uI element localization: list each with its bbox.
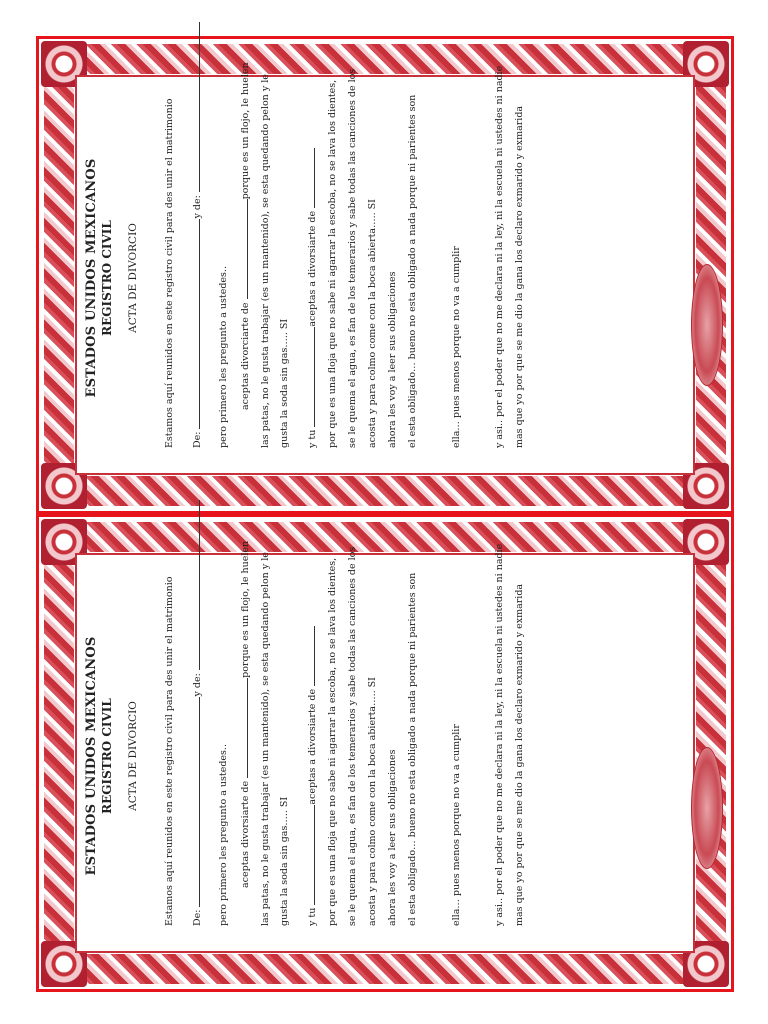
text-line: por que es una floja que no sabe ni agarrar la escoba, no se lava los dientes,: [327, 79, 339, 448]
registry-heading: REGISTRO CIVIL: [100, 698, 115, 814]
text-line: el esta obligado… bueno no esta obligado a nada porque ni parientes son: [406, 572, 418, 926]
name-blank-4: [305, 327, 315, 427]
certificate-body: [164, 540, 526, 926]
text-line: el esta obligado… bueno no esta obligado a nada porque ni parientes son: [406, 94, 418, 448]
accept-text: aceptas divorsiarte de: [239, 780, 251, 888]
name-blank-4: [305, 805, 315, 905]
name-blank-5: [305, 626, 315, 686]
certificate-panel-top: [36, 36, 734, 514]
text-line: pero primero les pregunto a ustedes..: [217, 266, 229, 448]
text-line: [305, 82, 319, 448]
name-blank-3: [238, 199, 248, 299]
name-blank-3: [238, 678, 248, 778]
text-line: ella… pues menos porque no va a cumplir: [450, 246, 462, 448]
text-line: mas que yo por que se me dio la gana los declaro exmarido y exmarida: [514, 583, 526, 926]
name-blank-2: [190, 22, 200, 192]
text-line: y asi.. por el poder que no me declara ni la ley, ni la escuela ni ustedes ni nadie: [494, 65, 506, 448]
text-line: acosta y para colmo come con la boca abierta….. SI: [366, 677, 378, 926]
text-line: [190, 82, 204, 448]
document-title: ACTA DE DIVORCIO: [127, 701, 140, 811]
from-label: De:: [191, 909, 203, 926]
name-blank-1: [190, 697, 200, 907]
reason-text: porque es un flojo, le huelen: [239, 62, 251, 200]
text-line: [305, 560, 319, 926]
text-line: gusta la soda sin gas….. SI: [279, 318, 291, 448]
name-blank-5: [305, 148, 315, 208]
text-line: y asi.. por el poder que no me declara ni la ley, ni la escuela ni ustedes ni nadie: [494, 543, 506, 926]
from-label: De:: [191, 431, 203, 448]
certificate-body: [164, 62, 526, 448]
certificate-panel-bottom: [36, 514, 734, 992]
and-you-text: y tu: [307, 429, 319, 448]
text-line: por que es una floja que no sabe ni agarrar la escoba, no se lava los dientes,: [327, 557, 339, 926]
registry-heading: REGISTRO CIVIL: [100, 220, 115, 336]
text-line: las patas, no le gusta trabajar (es un mantenido), se esta quedando pelon y le: [259, 74, 271, 448]
text-line: [238, 62, 252, 448]
and-you-text: y tu: [307, 907, 319, 926]
certificate-text-top: [78, 62, 698, 478]
and-label: y de:: [191, 195, 203, 219]
accept-text: aceptas divorciarte de: [239, 302, 251, 410]
text-line: ahora les voy a leer sus obligaciones: [386, 271, 398, 448]
text-line: ahora les voy a leer sus obligaciones: [386, 749, 398, 926]
text-line: mas que yo por que se me dio la gana los declaro exmarido y exmarida: [514, 105, 526, 448]
accept-text: aceptas a divorsiarte de: [307, 210, 319, 327]
text-line: Estamos aquí reunidos en este registro civil para des unir el matrimonio: [164, 576, 175, 926]
text-line: ella… pues menos porque no va a cumplir: [450, 724, 462, 926]
country-heading: ESTADOS UNIDOS MEXICANOS: [84, 158, 99, 398]
reason-text: porque es un flojo, le huelen: [239, 540, 251, 678]
text-line: se le quema el agua, es fan de los temerarios y sabe todas las canciones de los: [347, 546, 358, 926]
text-line: [238, 540, 252, 926]
name-blank-2: [190, 500, 200, 670]
text-line: las patas, no le gusta trabajar (es un mantenido), se esta quedando pelon y le: [259, 552, 271, 926]
accept-text: aceptas a divorsiarte de: [307, 688, 319, 805]
text-line: [190, 560, 204, 926]
text-line: acosta y para colmo come con la boca abierta….. SI: [366, 199, 378, 448]
text-line: Estamos aquí reunidos en este registro civil para des unir el matrimonio: [164, 98, 175, 448]
and-label: y de:: [191, 673, 203, 697]
text-line: gusta la soda sin gas….. SI: [279, 796, 291, 926]
text-line: se le quema el agua, es fan de los temerarios y sabe todas las canciones de los: [347, 68, 358, 448]
certificate-text-bottom: [78, 540, 698, 956]
document-title: ACTA DE DIVORCIO: [127, 223, 140, 333]
text-line: pero primero les pregunto a ustedes..: [217, 744, 229, 926]
country-heading: ESTADOS UNIDOS MEXICANOS: [84, 636, 99, 876]
name-blank-1: [190, 219, 200, 429]
